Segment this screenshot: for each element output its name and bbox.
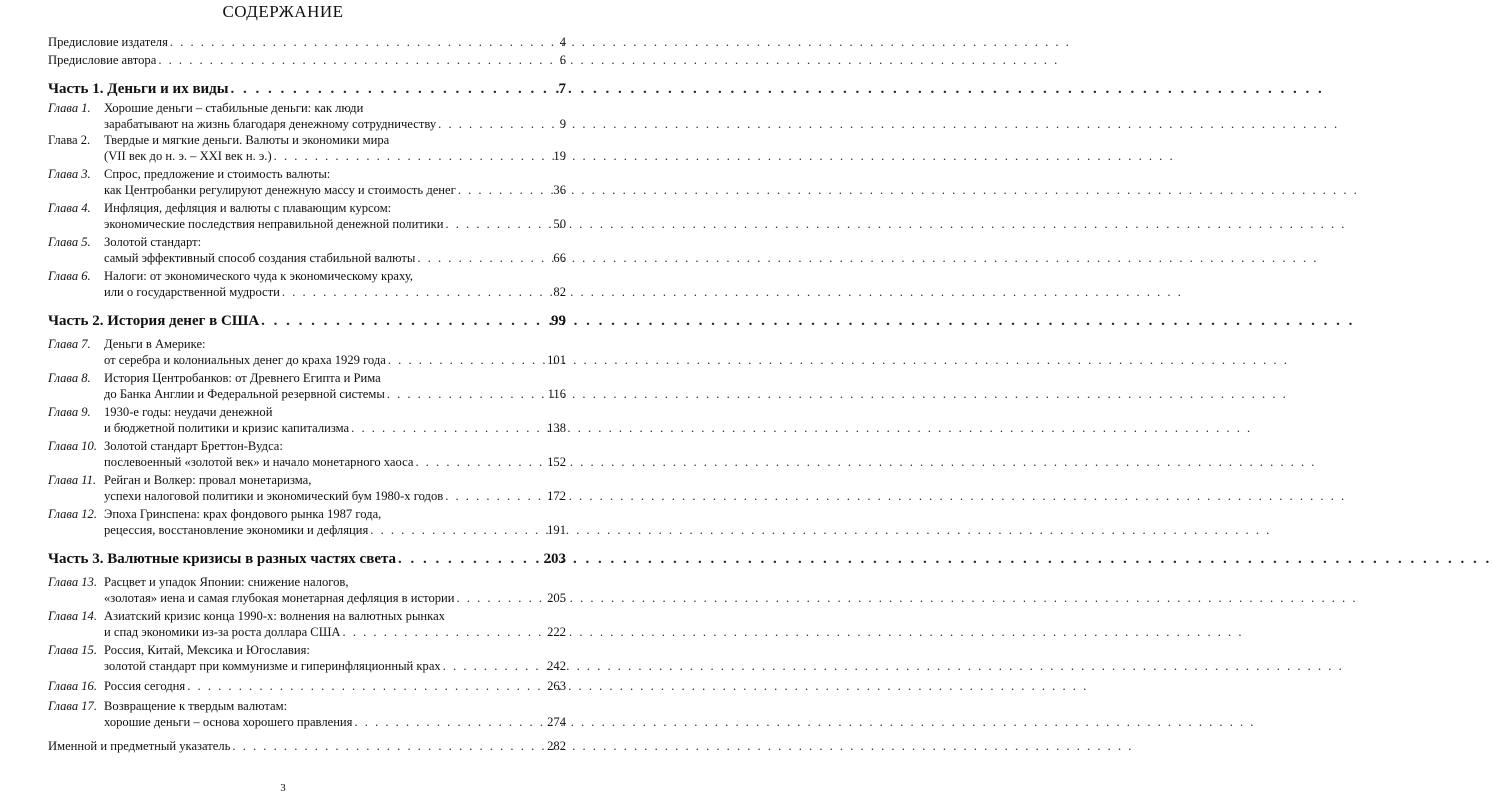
toc-page-number: 82 [553, 285, 566, 299]
toc-chapter-11[interactable] [48, 472, 566, 488]
toc-chapter-3[interactable] [48, 166, 566, 182]
toc-chapter-8[interactable] [48, 370, 566, 386]
toc-chapter-9-cont[interactable] [48, 420, 566, 436]
toc-page-number: 101 [547, 353, 566, 367]
leader-dots [261, 311, 549, 331]
toc-page-number: 263 [547, 679, 566, 693]
toc-chapter-8-cont[interactable] [48, 386, 566, 402]
toc-page-number: 99 [551, 313, 566, 329]
toc-page-number: 7 [558, 81, 566, 97]
leader-dots [458, 182, 552, 198]
chapter-title-cont: до Банка Англии и Федеральной резервной системы [104, 387, 385, 401]
toc-part-title: Часть 1. Деньги и их виды [48, 81, 229, 97]
chapter-title-cont: и спад экономики из-за роста доллара США [104, 625, 341, 639]
toc-part-title: Часть 3. Валютные кризисы в разных частях света [48, 551, 397, 567]
toc-chapter-1-cont[interactable] [48, 116, 566, 132]
toc-chapter-14[interactable] [48, 608, 566, 624]
toc-entry-author-preface[interactable] [48, 52, 566, 68]
chapter-title: Азиатский кризис конца 1990-х: волнения на валютных рынках [104, 609, 445, 623]
chapter-title: Возвращение к твердым валютам: [104, 699, 288, 713]
chapter-label: Глава 15. [48, 643, 98, 657]
chapter-label: Глава 10. [48, 439, 98, 453]
chapter-label: Глава 3. [48, 167, 91, 181]
chapter-title-cont: хорошие деньги – основа хорошего правления [104, 715, 353, 729]
toc-page-number: 172 [547, 489, 566, 503]
toc-page-number: 152 [547, 455, 566, 469]
toc-page-number: 242 [547, 659, 566, 673]
leader-dots [170, 34, 558, 50]
leader-dots [232, 738, 545, 754]
toc-page-number: 203 [543, 551, 566, 567]
toc-entry-title: Именной и предметный указатель [48, 739, 231, 753]
toc-page-number: 66 [553, 251, 566, 265]
chapter-title: Хорошие деньги – стабильные деньги: как люди [104, 101, 364, 115]
toc-page-number: 205 [547, 591, 566, 605]
chapter-label: Глава 14. [48, 609, 98, 623]
chapter-title: 1930-е годы: неудачи денежной [104, 405, 273, 419]
chapter-title-cont: «золотая» иена и самая глубокая монетарная дефляция в истории [104, 591, 455, 605]
chapter-label: Глава 17. [48, 699, 98, 713]
toc-chapter-10-cont[interactable] [48, 454, 566, 470]
toc-chapter-3-cont[interactable] [48, 182, 566, 198]
chapter-label: Глава 2. [48, 133, 91, 147]
chapter-label: Глава 4. [48, 201, 91, 215]
leader-dots [445, 216, 551, 232]
toc-entry-index[interactable] [48, 738, 566, 754]
toc-chapter-10[interactable] [48, 438, 566, 454]
toc-entry-publisher-preface[interactable] [48, 34, 566, 50]
toc-chapter-6-cont[interactable] [48, 284, 566, 300]
chapter-title: Инфляция, дефляция и валюты с плавающим курсом: [104, 201, 392, 215]
chapter-label: Глава 5. [48, 235, 91, 249]
toc-page-number: 6 [559, 53, 566, 67]
toc-page-number: 4 [559, 35, 566, 49]
page-title: СОДЕРЖАНИЕ [222, 2, 344, 21]
chapter-title: Рейган и Волкер: провал монетаризма, [104, 473, 312, 487]
chapter-title: История Центробанков: от Древнего Египта и Рима [104, 371, 381, 385]
toc-chapter-17[interactable] [48, 698, 566, 714]
chapter-label: Глава 9. [48, 405, 91, 419]
leader-dots [443, 658, 545, 674]
leader-dots [158, 52, 557, 68]
toc-chapter-2-cont[interactable] [48, 148, 566, 164]
leader-dots [415, 454, 545, 470]
toc-chapter-4[interactable] [48, 200, 566, 216]
chapter-label: Глава 6. [48, 269, 91, 283]
leader-dots [398, 549, 541, 569]
leader-dots [187, 678, 545, 694]
chapter-title: Золотой стандарт: [104, 235, 202, 249]
chapter-title: Твердые и мягкие деньги. Валюты и экономики мира [104, 133, 390, 147]
toc-chapter-9[interactable] [48, 404, 566, 420]
leader-dots [351, 420, 545, 436]
chapter-title-cont: рецессия, восстановление экономики и дефляция [104, 523, 369, 537]
chapter-label: Глава 16. [48, 679, 98, 693]
chapter-title-cont: экономические последствия неправильной денежной политики [104, 217, 444, 231]
chapter-title-cont: успехи налоговой политики и экономический бум 1980-х годов [104, 489, 444, 503]
toc-page-number: 50 [553, 217, 566, 231]
chapter-title: Россия, Китай, Мексика и Югославия: [104, 643, 310, 657]
toc-part-3[interactable] [48, 549, 566, 569]
toc-chapter-7[interactable] [48, 336, 566, 352]
toc [48, 0, 566, 800]
chapter-label: Глава 1. [48, 101, 91, 115]
toc-chapter-13[interactable] [48, 574, 566, 590]
leader-dots [417, 250, 551, 266]
leader-dots [387, 386, 546, 402]
leader-dots [282, 284, 552, 300]
toc-chapter-15-cont[interactable] [48, 658, 566, 674]
toc-part-2[interactable] [48, 311, 566, 331]
toc-page-number: 116 [547, 387, 566, 401]
toc-entry-title: Предисловие издателя [48, 35, 168, 49]
page-number: 3 [280, 782, 286, 794]
toc-entry-title: Предисловие автора [48, 53, 157, 67]
leader-dots [230, 79, 556, 99]
chapter-label: Глава 12. [48, 507, 98, 521]
toc-chapter-14-cont[interactable] [48, 624, 566, 640]
toc-chapter-16[interactable] [48, 678, 566, 694]
leader-dots [388, 352, 545, 368]
toc-page-number: 282 [547, 739, 566, 753]
toc-page-number: 274 [547, 715, 566, 729]
toc-part-title: Часть 2. История денег в США [48, 313, 260, 329]
toc-chapter-6[interactable] [48, 268, 566, 284]
chapter-title: Налоги: от экономического чуда к экономическому краху, [104, 269, 414, 283]
toc-page-number: 222 [547, 625, 566, 639]
chapter-title-cont: зарабатывают на жизнь благодаря денежному сотрудничеству [104, 117, 437, 131]
leader-dots [370, 522, 545, 538]
chapter-title: Эпоха Гринспена: крах фондового рынка 1987 года, [104, 507, 382, 521]
chapter-title: Золотой стандарт Бреттон-Вудса: [104, 439, 283, 453]
toc-page-number: 19 [553, 149, 566, 163]
toc-chapter-15[interactable] [48, 642, 566, 658]
toc-part-1[interactable] [48, 79, 566, 99]
chapter-title-cont: и бюджетной политики и кризис капитализма [104, 421, 350, 435]
toc-chapter-7-cont[interactable] [48, 352, 566, 368]
leader-dots [438, 116, 558, 132]
leader-dots [343, 624, 546, 640]
chapter-title-cont: самый эффективный способ создания стабильной валюты [104, 251, 416, 265]
chapter-title: Деньги в Америке: [104, 337, 206, 351]
chapter-label: Глава 7. [48, 337, 91, 351]
chapter-title: Расцвет и упадок Японии: снижение налогов, [104, 575, 349, 589]
toc-chapter-12-cont[interactable] [48, 522, 566, 538]
toc-page-number: 9 [559, 117, 566, 131]
toc-chapter-17-cont[interactable] [48, 714, 566, 730]
chapter-title-cont: (VII век до н. э. – XXI век н. э.) [104, 149, 272, 163]
toc-page-number: 36 [553, 183, 566, 197]
toc-chapter-5[interactable] [48, 234, 566, 250]
chapter-title-cont: от серебра и колониальных денег до краха 1929 года [104, 353, 386, 367]
chapter-label: Глава 13. [48, 575, 98, 589]
chapter-title: Россия сегодня [104, 679, 186, 693]
leader-dots [445, 488, 545, 504]
chapter-label: Глава 8. [48, 371, 91, 385]
chapter-title-cont: как Центробанки регулируют денежную массу и стоимость денег [104, 183, 456, 197]
toc-chapter-13-cont[interactable] [48, 590, 566, 606]
chapter-title-cont: послевоенный «золотой век» и начало монетарного хаоса [104, 455, 414, 469]
chapter-title-cont: золотой стандарт при коммунизме и гиперинфляционный крах [104, 659, 441, 673]
toc-page-number: 191 [547, 523, 566, 537]
toc-chapter-12[interactable] [48, 506, 566, 522]
toc-chapter-2[interactable] [48, 132, 566, 148]
leader-dots [274, 148, 552, 164]
chapter-title-cont: или о государственной мудрости [104, 285, 280, 299]
leader-dots [354, 714, 545, 730]
toc-chapter-4-cont[interactable] [48, 216, 566, 232]
chapter-label: Глава 11. [48, 473, 97, 487]
toc-chapter-11-cont[interactable] [48, 488, 566, 504]
toc-chapter-1[interactable] [48, 100, 566, 116]
toc-chapter-5-cont[interactable] [48, 250, 566, 266]
toc-page-number: 138 [547, 421, 566, 435]
leader-dots [457, 590, 546, 606]
chapter-title: Спрос, предложение и стоимость валюты: [104, 167, 331, 181]
